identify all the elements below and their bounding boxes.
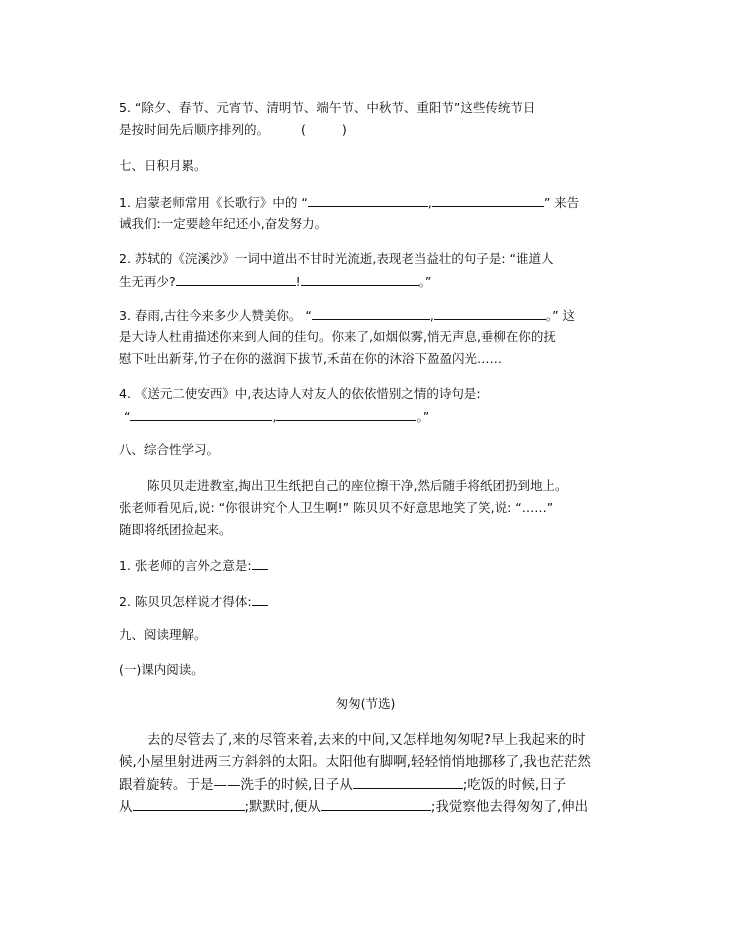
- q5-line2: [119, 121, 347, 139]
- sec8-passage-line3: 随即将纸团捡起来。: [119, 522, 232, 537]
- sec7-q2-text-b: 生无再少?: [119, 274, 176, 289]
- sec7-q4-line2: [124, 407, 429, 426]
- sec8-q1: [119, 556, 268, 575]
- sec8-q2-blank[interactable]: [252, 592, 268, 606]
- reading-blank2[interactable]: [133, 797, 245, 811]
- sec7-q2-end: 。”: [418, 274, 432, 289]
- sec7-q1-line2: 诫我们:一定要趁年纪还小,奋发努力。: [119, 216, 328, 231]
- sec7-q2-line1: 2. 苏轼的《浣溪沙》一词中道出不甘时光流逝,表现老当益壮的句子是: “谁道人: [119, 251, 554, 266]
- reading-line3-text-b: ;吃饭的时候,日子: [462, 777, 567, 793]
- sec8-q2: [119, 592, 268, 611]
- reading-line1: 去的尽管去了,来的尽管来着,去来的中间,又怎样地匆匆呢?早上我起来的时: [147, 732, 586, 748]
- sec7-q1-text-a: 1. 启蒙老师常用《长歌行》中的 “: [119, 195, 308, 210]
- sec8-q2-text: 2. 陈贝贝怎样说才得体:: [119, 594, 252, 609]
- sec7-q4-open: “: [124, 409, 131, 424]
- sec7-q2-sep: !: [295, 274, 301, 289]
- sec7-q2-blank2[interactable]: [301, 272, 419, 286]
- sec7-q2-line2: [119, 272, 431, 291]
- reading-line4-text-a: 从: [119, 799, 133, 815]
- reading-line4: [119, 797, 588, 816]
- section7-heading: 七、日积月累。: [119, 158, 207, 173]
- reading-blank3[interactable]: [321, 797, 431, 811]
- sec8-q1-text: 1. 张老师的言外之意是:: [119, 558, 252, 573]
- sec7-q3-blank1[interactable]: [312, 306, 430, 320]
- sec8-q1-blank[interactable]: [252, 556, 268, 570]
- sec7-q1-text-b: ” 来告: [543, 195, 580, 210]
- sec7-q4-blank1[interactable]: [130, 407, 272, 421]
- sec7-q4-blank2[interactable]: [276, 407, 416, 421]
- sec7-q1-blank1[interactable]: [308, 193, 428, 207]
- sec7-q1-sep: ,: [427, 195, 432, 210]
- sec8-passage-line1: 陈贝贝走进教室,掏出卫生纸把自己的座位擦干净,然后随手将纸团扔到地上。: [147, 478, 568, 493]
- reading-line4-text-b: ;默默时,便从: [244, 799, 321, 815]
- reading-line3-text-a: 跟着旋转。于是——洗手的时候,日子从: [119, 777, 353, 793]
- reading-blank1[interactable]: [353, 775, 463, 789]
- sec7-q1-line1: [119, 193, 579, 212]
- sec7-q4-line1: 4. 《送元二使安西》中,表达诗人对友人的依依惜别之情的诗句是:: [119, 386, 481, 401]
- reading-line3: [119, 775, 566, 794]
- sec7-q4-sep: ,: [272, 409, 277, 424]
- reading-line2: 候,小屋里射进两三方斜斜的太阳。太阳他有脚啊,轻轻悄悄地挪移了,我也茫茫然: [119, 754, 591, 770]
- q5-line1: 5. “除夕、春节、元宵节、清明节、端午节、中秋节、重阳节”这些传统节日: [119, 100, 536, 115]
- sec7-q4-end: 。”: [416, 409, 430, 424]
- sec7-q1-blank2[interactable]: [432, 193, 544, 207]
- sec7-q3-blank2[interactable]: [434, 306, 546, 320]
- reading-line4-text-c: ;我觉察他去得匆匆了,伸出: [430, 799, 589, 815]
- section8-heading: 八、综合性学习。: [119, 442, 220, 457]
- q5-paren-open: (: [301, 122, 306, 137]
- sec7-q3-line1: [119, 306, 575, 325]
- sec7-q3-end: 。” 这: [545, 308, 576, 323]
- q5-text: 是按时间先后顺序排列的。: [119, 122, 270, 137]
- sec9-subheading: (一)课内阅读。: [119, 662, 204, 677]
- sec7-q3-line2: 是大诗人杜甫描述你来到人间的佳句。你来了,如烟似雾,悄无声息,垂柳在你的抚: [119, 329, 556, 344]
- reading-title: 匆匆(节选): [335, 696, 396, 711]
- section9-heading: 九、阅读理解。: [119, 627, 207, 642]
- sec8-passage-line2: 张老师看见后,说: “你很讲究个人卫生啊!” 陈贝贝不好意思地笑了笑,说: “……”: [119, 500, 554, 515]
- sec7-q3-sep: ,: [429, 308, 434, 323]
- sec7-q2-blank1[interactable]: [176, 272, 296, 286]
- sec7-q3-text-a: 3. 春雨,古往今来多少人赞美你。 “: [119, 308, 312, 323]
- q5-paren-close: ): [341, 122, 347, 137]
- sec7-q3-line3: 慰下吐出新芽,竹子在你的滋润下拔节,禾苗在你的沐浴下盈盈闪光……: [119, 351, 502, 366]
